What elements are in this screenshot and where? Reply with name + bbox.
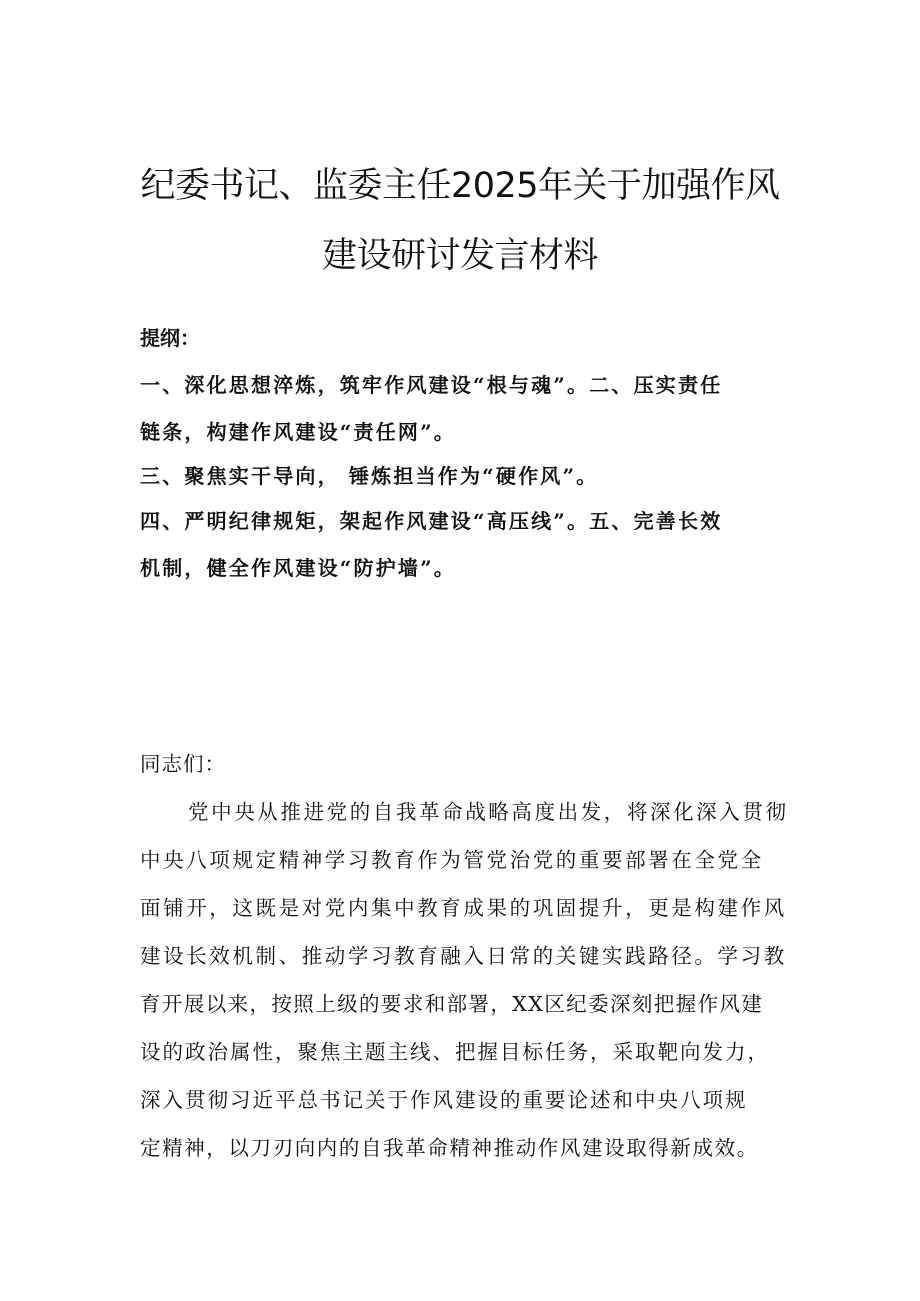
paragraph-line: 定精神，以刀刃向内的自我革命精神推动作风建设取得新成效。 bbox=[140, 1136, 759, 1160]
paragraph-line: 面铺开，这既是对党内集中教育成果的巩固提升，更是构建作风 bbox=[140, 896, 787, 920]
paragraph-line: 中央八项规定精神学习教育作为管党治党的重要部署在全党全 bbox=[140, 848, 764, 872]
paragraph-line: 深入贯彻习近平总书记关于作风建设的重要论述和中央八项规 bbox=[140, 1088, 748, 1112]
paragraph-line: 设的政治属性，聚焦主题主线、把握目标任务，采取靶向发力， bbox=[140, 1040, 770, 1064]
paragraph-line: 育开展以来，按照上级的要求和部署，XX区纪委深刻把握作风建 bbox=[140, 992, 764, 1016]
salutation: 同志们： bbox=[140, 752, 226, 776]
outline-item-line: 三、聚焦实干导向， 锤炼担当作为“硬作风”。 bbox=[140, 464, 599, 488]
document-title-line-2: 建设研讨发言材料 bbox=[321, 236, 598, 276]
outline-item-line: 一、深化思想淬炼，筑牢作风建设“根与魂”。二、压实责任 bbox=[140, 373, 723, 397]
paragraph-line: 党中央从推进党的自我革命战略高度出发，将深化深入贯彻 bbox=[188, 800, 789, 824]
outline-item-line: 链条，构建作风建设“责任网”。 bbox=[140, 420, 457, 444]
outline-label: 提纲： bbox=[140, 326, 200, 350]
outline-item-line: 四、严明纪律规矩，架起作风建设“高压线”。五、完善长效 bbox=[140, 509, 723, 533]
document-title-line-1: 纪委书记、监委主任2025年关于加强作风 bbox=[140, 166, 780, 206]
paragraph-line: 建设长效机制、推动学习教育融入日常的关键实践路径。学习教 bbox=[140, 944, 787, 968]
outline-item-line: 机制，健全作风建设“防护墙”。 bbox=[140, 556, 457, 580]
